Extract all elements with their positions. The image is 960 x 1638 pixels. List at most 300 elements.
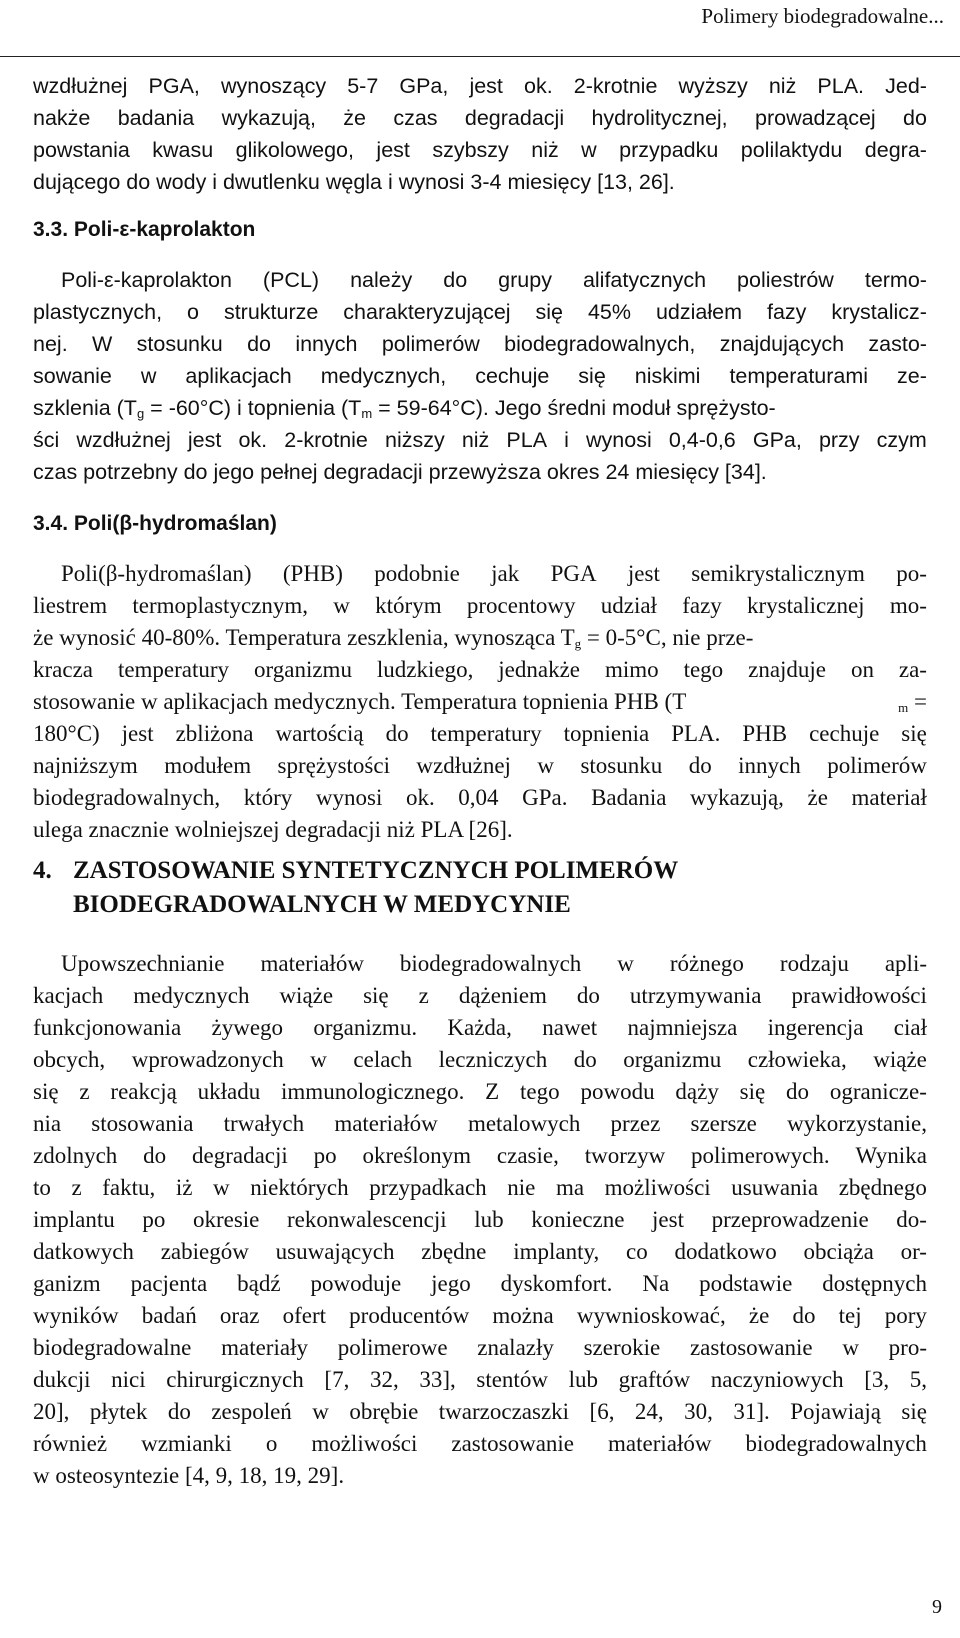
word: 0,4-0,6 xyxy=(668,428,736,452)
text-line xyxy=(33,1012,927,1044)
word: stosowania xyxy=(91,1111,194,1136)
word: funkcjonowania xyxy=(33,1015,182,1040)
word: udziałem xyxy=(655,300,743,324)
word: przypadku xyxy=(619,138,719,162)
word: układu xyxy=(197,1079,261,1104)
text-line xyxy=(33,948,927,980)
word: Upowszechnianie xyxy=(61,951,225,976)
word: się xyxy=(739,1079,766,1104)
word: Na xyxy=(642,1271,670,1296)
word: czym xyxy=(876,428,927,452)
word: zbliżona xyxy=(175,721,254,746)
word: ciał xyxy=(893,1015,927,1040)
section-heading-3-4: 3.4. Poli(β-hydromaślan) xyxy=(33,512,277,535)
word: rekonwalescencji xyxy=(286,1207,447,1232)
word: GPa, xyxy=(752,428,802,452)
text-line xyxy=(33,1236,927,1268)
word: biodegradowalnych xyxy=(399,951,582,976)
word: trwałych xyxy=(223,1111,305,1136)
word: poliestrów xyxy=(737,268,834,292)
word: powstania xyxy=(33,138,130,162)
word: W xyxy=(92,332,113,356)
word: kwasu xyxy=(152,138,214,162)
word: medycznych xyxy=(133,983,250,1008)
word: z xyxy=(79,1079,90,1104)
word: można xyxy=(492,1303,554,1328)
word: semikrystalicznym xyxy=(691,561,865,586)
word: naczyniowych xyxy=(710,1367,844,1392)
word: sowanie xyxy=(33,364,112,388)
intro-paragraph xyxy=(33,70,927,198)
word: mo- xyxy=(889,593,927,618)
word: wykazują, xyxy=(221,106,316,130)
word: ok. xyxy=(523,74,553,98)
word: 2-krotnie xyxy=(284,428,368,452)
word: materiały xyxy=(221,1335,308,1360)
chapter-number-spacer xyxy=(33,888,73,922)
word: kacjach xyxy=(33,983,104,1008)
word: badań xyxy=(141,1303,197,1328)
word: niskimi xyxy=(634,364,701,388)
word: krystalicz- xyxy=(831,300,927,324)
text-line xyxy=(33,686,927,718)
word: powoduje xyxy=(310,1271,402,1296)
word: topnienia xyxy=(563,721,650,746)
word: Jed- xyxy=(885,74,927,98)
word: prowadzącej xyxy=(755,106,876,130)
word: ogranicze- xyxy=(829,1079,927,1104)
word: co xyxy=(626,1239,648,1264)
word: po- xyxy=(896,561,927,586)
text-line xyxy=(33,782,927,814)
word: to xyxy=(33,1175,51,1200)
text-line xyxy=(33,296,927,328)
word: w xyxy=(333,593,350,618)
word: bądź xyxy=(237,1271,281,1296)
text-line xyxy=(33,1300,927,1332)
text-line xyxy=(33,1428,927,1460)
word: strukturze xyxy=(223,300,319,324)
word: celach xyxy=(353,1047,413,1072)
text-line: dującego do wody i dwutlenku węgla i wynosi 3-4 miesięcy [13, 26]. xyxy=(33,170,675,194)
text-line xyxy=(33,360,927,392)
word: 5, xyxy=(909,1367,927,1392)
word: wzmianki xyxy=(141,1431,232,1456)
word: procentowy xyxy=(466,593,576,618)
word: temperaturami xyxy=(729,364,869,388)
word: 33], xyxy=(419,1367,456,1392)
word: 20], xyxy=(33,1399,70,1424)
word: podstawie xyxy=(699,1271,793,1296)
word: hydrolitycznej, xyxy=(591,106,728,130)
word: do xyxy=(786,1079,810,1104)
word: nawet xyxy=(542,1015,598,1040)
chapter-heading-4 xyxy=(33,854,927,922)
chapter-heading-row xyxy=(33,888,927,922)
word: datkowych xyxy=(33,1239,134,1264)
word: należy xyxy=(350,268,413,292)
text-line xyxy=(33,1108,927,1140)
word: Pojawiają xyxy=(790,1399,881,1424)
word: wiąże xyxy=(279,983,334,1008)
section-3-3-paragraph xyxy=(33,264,927,488)
word: faktu, xyxy=(102,1175,156,1200)
word: po xyxy=(142,1207,166,1232)
word: tej xyxy=(838,1303,862,1328)
word: w xyxy=(617,951,634,976)
word: do- xyxy=(896,1207,927,1232)
chapter-title-line: ZASTOSOWANIE SYNTETYCZNYCH POLIMERÓW xyxy=(73,857,679,884)
word: reakcją xyxy=(110,1079,177,1104)
word: do xyxy=(143,1143,167,1168)
text-line xyxy=(33,622,927,654)
word: ludzkiego, xyxy=(376,657,474,682)
word: w xyxy=(842,1335,859,1360)
word: okresie xyxy=(192,1207,260,1232)
word: materiałów xyxy=(334,1111,438,1136)
text-line xyxy=(33,1076,927,1108)
text-line xyxy=(33,1396,927,1428)
word: temperatury xyxy=(117,657,230,682)
word: do xyxy=(247,332,271,356)
word: ok. xyxy=(238,428,268,452)
word: charakteryzującej xyxy=(343,300,511,324)
word: szerokie xyxy=(583,1335,661,1360)
word: PGA, xyxy=(148,74,200,98)
word: organizmu. xyxy=(313,1015,418,1040)
text-line xyxy=(33,750,927,782)
word: jest xyxy=(121,721,154,746)
word: [6, xyxy=(589,1399,615,1424)
word: (PCL) xyxy=(262,268,320,292)
word: jest xyxy=(187,428,222,452)
word: zastosowanie xyxy=(451,1431,575,1456)
word: modułem xyxy=(164,753,252,778)
word: biodegradowalne xyxy=(33,1335,192,1360)
word: ze- xyxy=(897,364,927,388)
word: ganizm xyxy=(33,1271,101,1296)
word: wykorzystanie, xyxy=(787,1111,927,1136)
word: wykazują, xyxy=(690,785,784,810)
word: ingerencja xyxy=(767,1015,864,1040)
word: pory xyxy=(884,1303,927,1328)
word: implanty, xyxy=(513,1239,600,1264)
word: rodzaju xyxy=(779,951,849,976)
word: Z xyxy=(485,1079,500,1104)
word: PLA. xyxy=(671,721,721,746)
word: w xyxy=(310,1047,327,1072)
word: GPa, xyxy=(399,74,449,98)
word: PLA. xyxy=(817,74,865,98)
word: polilaktydu xyxy=(740,138,843,162)
word: polimerów xyxy=(827,753,927,778)
word: przez xyxy=(610,1111,661,1136)
word: określonym xyxy=(362,1143,472,1168)
text-line xyxy=(33,1204,927,1236)
word: leczniczych xyxy=(438,1047,548,1072)
chapter-number: 4. xyxy=(33,857,52,884)
word: możliwości xyxy=(604,1175,711,1200)
word: do xyxy=(688,753,712,778)
word: zbędnego xyxy=(838,1175,927,1200)
word: wyników xyxy=(33,1303,119,1328)
text-line xyxy=(33,328,927,360)
word: płytek xyxy=(89,1399,148,1424)
word: wynoszący xyxy=(220,74,327,98)
word: czasie, xyxy=(496,1143,559,1168)
word: materiał xyxy=(851,785,927,810)
text-line xyxy=(33,558,927,590)
word: się xyxy=(363,983,389,1008)
word: PLA xyxy=(506,428,548,452)
word: niższy xyxy=(384,428,445,452)
text-fragment: $_m$ = xyxy=(898,689,927,715)
word: do xyxy=(385,721,409,746)
word: w xyxy=(537,753,555,778)
word: który xyxy=(243,785,293,810)
word: or- xyxy=(900,1239,927,1264)
word: ma xyxy=(555,1175,585,1200)
word: 24, xyxy=(634,1399,664,1424)
word: niż xyxy=(531,138,559,162)
word: 32, xyxy=(369,1367,399,1392)
word: [3, xyxy=(864,1367,890,1392)
word: termoplastycznym, xyxy=(132,593,309,618)
word: udział xyxy=(600,593,657,618)
word: jego xyxy=(431,1271,471,1296)
word: zespoleń xyxy=(211,1399,292,1424)
word: materiałów xyxy=(608,1431,712,1456)
word: 5-7 xyxy=(347,74,379,98)
word: dążeniem xyxy=(458,983,547,1008)
word: obcych, xyxy=(33,1047,106,1072)
word: 2-krotnie xyxy=(573,74,658,98)
word: zdolnych xyxy=(33,1143,118,1168)
word: o xyxy=(187,300,199,324)
word: zabiegów xyxy=(160,1239,249,1264)
word: z xyxy=(71,1175,82,1200)
text-line: czas potrzebny do jego pełnej degradacji przewyższa okres 24 miesięcy [34]. xyxy=(33,460,767,484)
word: cechuje xyxy=(809,721,880,746)
word: producentów xyxy=(349,1303,470,1328)
word: oraz xyxy=(219,1303,260,1328)
word: fazy xyxy=(682,593,722,618)
word: nakże xyxy=(33,106,91,130)
word: niż xyxy=(461,428,490,452)
word: polimerów xyxy=(381,332,480,356)
word: po xyxy=(313,1143,337,1168)
word: w xyxy=(140,364,157,388)
word: się xyxy=(578,364,606,388)
word: jest xyxy=(652,1207,684,1232)
word: PHB xyxy=(742,721,788,746)
word: z xyxy=(418,983,429,1008)
word: wzdłużnej xyxy=(416,753,511,778)
word: fazy xyxy=(766,300,807,324)
word: stosunku xyxy=(136,332,223,356)
word: graftów xyxy=(618,1367,691,1392)
word: tego xyxy=(520,1079,560,1104)
word: zastosowanie xyxy=(689,1335,813,1360)
text-line xyxy=(33,1044,927,1076)
word: w xyxy=(581,138,597,162)
word: Poli(β-hydromaślan) xyxy=(61,561,252,586)
word: ofert xyxy=(282,1303,327,1328)
word: degra- xyxy=(864,138,927,162)
word: liestrem xyxy=(33,593,108,618)
word: do xyxy=(573,1047,597,1072)
word: przypadkach xyxy=(369,1175,487,1200)
word: grupy xyxy=(498,268,552,292)
word: temperatury xyxy=(430,721,542,746)
text-line xyxy=(33,718,927,750)
word: ok. xyxy=(405,785,435,810)
word: znajduje xyxy=(748,657,827,682)
word: apli- xyxy=(884,951,927,976)
word: organizmu xyxy=(623,1047,722,1072)
word: organizmu xyxy=(254,657,352,682)
word: biodegradowalnych xyxy=(745,1431,927,1456)
word: jednakże xyxy=(498,657,581,682)
word: się xyxy=(33,1079,59,1104)
word: w xyxy=(312,1399,329,1424)
word: znalazły xyxy=(477,1335,554,1360)
word: się xyxy=(535,300,564,324)
text-line xyxy=(33,1172,927,1204)
text-line xyxy=(33,1364,927,1396)
word: człowieka, xyxy=(747,1047,847,1072)
word: czas xyxy=(393,106,438,130)
word: znajdujących xyxy=(719,332,845,356)
word: do xyxy=(443,268,468,292)
text-line xyxy=(33,1140,927,1172)
word: GPa. xyxy=(522,785,568,810)
word: do xyxy=(576,983,600,1008)
word: usuwających xyxy=(275,1239,395,1264)
word: jest xyxy=(627,561,660,586)
word: twarzoczaszki xyxy=(438,1399,570,1424)
word: obrębie xyxy=(349,1399,419,1424)
word: wywnioskować, xyxy=(576,1303,726,1328)
word: różnego xyxy=(669,951,744,976)
text-line xyxy=(33,1268,927,1300)
word: biodegradowalnych, xyxy=(33,785,221,810)
word: biodegradowalnych, xyxy=(504,332,696,356)
word: również xyxy=(33,1431,108,1456)
word: badania xyxy=(117,106,195,130)
word: do xyxy=(792,1303,816,1328)
word: Poli-ε-kaprolakton xyxy=(61,268,232,292)
word: wynosi xyxy=(315,785,383,810)
word: przeprowadzenie xyxy=(711,1207,869,1232)
word: niektórych xyxy=(250,1175,349,1200)
word: aplikacjach xyxy=(185,364,292,388)
word: termo- xyxy=(864,268,927,292)
word: pacjenta xyxy=(130,1271,208,1296)
word: zasto- xyxy=(868,332,927,356)
word: iż xyxy=(175,1175,193,1200)
word: materiałów xyxy=(260,951,364,976)
word: implantu xyxy=(33,1207,115,1232)
word: wartością xyxy=(275,721,364,746)
word: krystalicznej xyxy=(747,593,865,618)
chapter-heading-row xyxy=(33,854,927,888)
word: obciąża xyxy=(803,1239,874,1264)
word: pro- xyxy=(888,1335,927,1360)
word: że xyxy=(807,785,828,810)
word: dodatkowo xyxy=(674,1239,777,1264)
word: o xyxy=(265,1431,278,1456)
word: mimo xyxy=(604,657,659,682)
page-number: 9 xyxy=(932,1596,942,1618)
word: Każda, xyxy=(447,1015,512,1040)
word: że xyxy=(343,106,367,130)
word: stosunku xyxy=(580,753,663,778)
word: lub xyxy=(474,1207,504,1232)
word: nia xyxy=(33,1111,62,1136)
section-3-4-paragraph xyxy=(33,558,927,846)
word: jest xyxy=(469,74,503,98)
header-title: Polimery biodegradowalne... xyxy=(701,4,944,28)
word: tego xyxy=(683,657,724,682)
word: polimerowe xyxy=(337,1335,448,1360)
word: wprowadzonych xyxy=(131,1047,284,1072)
word: nie xyxy=(507,1175,536,1200)
text-line xyxy=(33,70,927,102)
word: niż xyxy=(768,74,797,98)
word: wzdłużnej xyxy=(33,74,128,98)
word: tworzyw xyxy=(584,1143,666,1168)
word: się xyxy=(901,1399,927,1424)
word: przy xyxy=(818,428,860,452)
word: Wynika xyxy=(855,1143,927,1168)
word: degradacji xyxy=(464,106,565,130)
word: wzdłużnej xyxy=(76,428,171,452)
word: usuwania xyxy=(731,1175,819,1200)
word: w xyxy=(213,1175,230,1200)
word: dyskomfort. xyxy=(500,1271,613,1296)
word: medycznych, xyxy=(320,364,447,388)
word: konieczne xyxy=(531,1207,625,1232)
word: podobnie xyxy=(374,561,460,586)
word: 31]. xyxy=(733,1399,770,1424)
word: on xyxy=(850,657,874,682)
word: lub xyxy=(568,1367,598,1392)
word: 30, xyxy=(684,1399,713,1424)
word: innych xyxy=(295,332,358,356)
word: alifatycznych xyxy=(582,268,707,292)
text-line xyxy=(33,264,927,296)
word: powodu xyxy=(580,1079,655,1104)
word: dąży xyxy=(675,1079,719,1104)
word: szersze xyxy=(690,1111,757,1136)
word: polimerowych. xyxy=(691,1143,830,1168)
word: Badania xyxy=(591,785,667,810)
word: kracza xyxy=(33,657,93,682)
word: nici xyxy=(111,1367,146,1392)
word: którym xyxy=(375,593,442,618)
word: dostępnych xyxy=(822,1271,927,1296)
word: jest xyxy=(376,138,410,162)
word: PGA xyxy=(550,561,597,586)
word: jak xyxy=(491,561,520,586)
word: najniższym xyxy=(33,753,138,778)
word: glikolowego, xyxy=(235,138,354,162)
text-fragment: że wynosić 40-80%. Temperatura zeszklenia, wynosząca $T_g = 0-5^\circ C$, nie prze- xyxy=(33,625,754,651)
word: plastycznych, xyxy=(33,300,163,324)
text-line xyxy=(33,980,927,1012)
word: nej. xyxy=(33,332,68,356)
